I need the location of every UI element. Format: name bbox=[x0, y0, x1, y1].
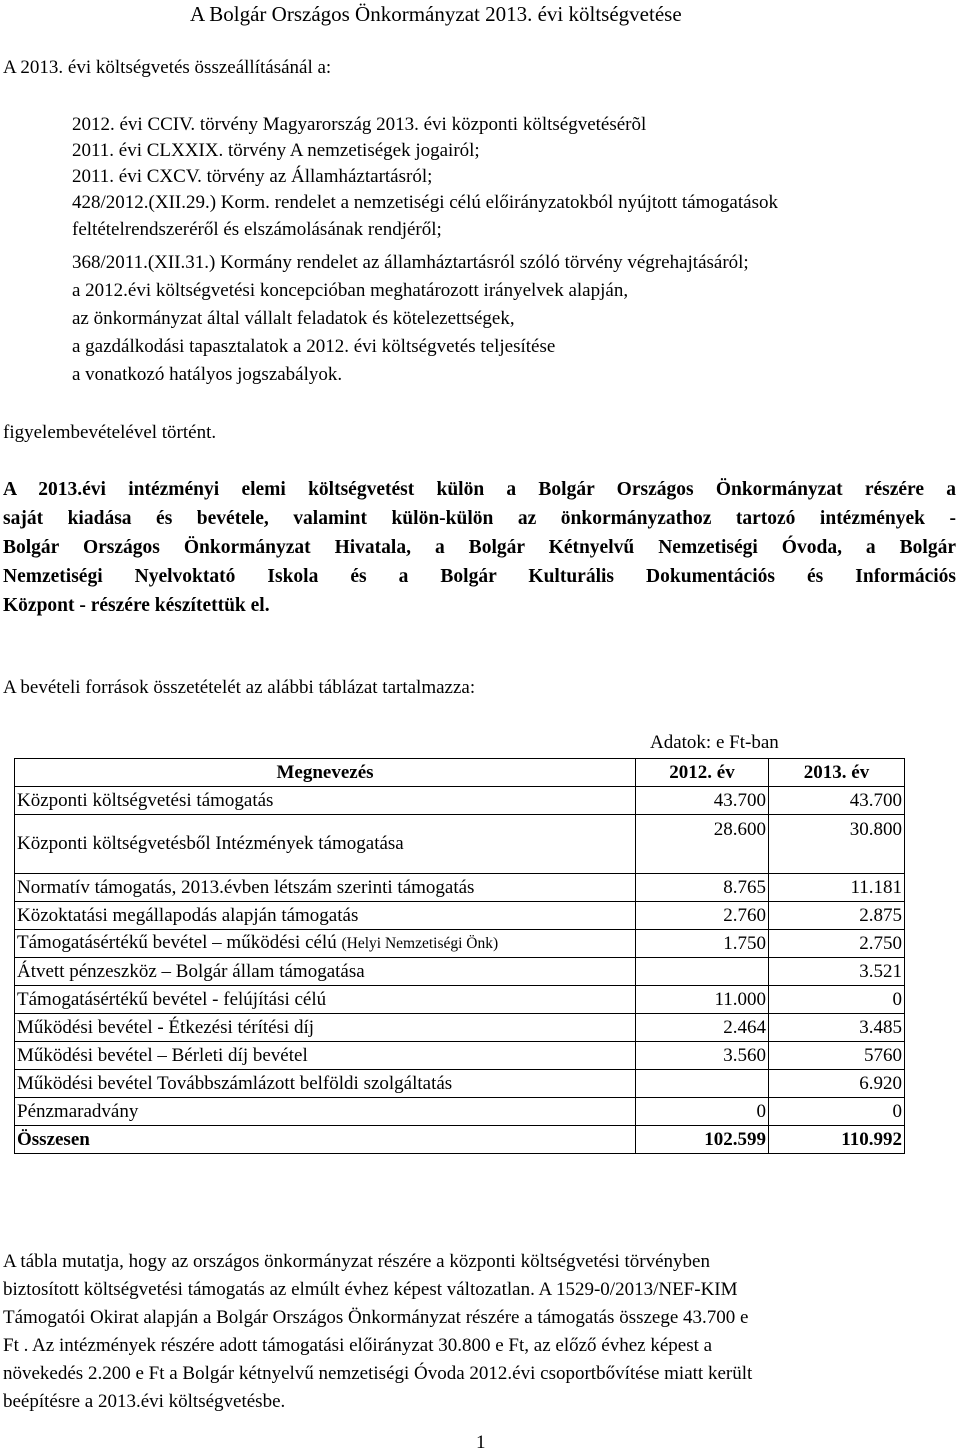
bold-paragraph-line: saját kiadása és bevétele, valamint külön-külön az önkormányzathoz tartozó intézmények - bbox=[3, 508, 956, 529]
page-title: A Bolgár Országos Önkormányzat 2013. évi költségvetése bbox=[190, 2, 682, 26]
row-value-2013: 11.181 bbox=[769, 874, 905, 902]
row-value-2012: 2.760 bbox=[636, 902, 769, 930]
header-2013: 2013. év bbox=[769, 759, 905, 787]
revenue-table bbox=[14, 758, 905, 1154]
table-row bbox=[15, 986, 905, 1014]
summary-line: A tábla mutatja, hogy az országos önkormányzat részére a központi költségvetési törvényben bbox=[3, 1251, 710, 1272]
row-name: Központi költségvetési támogatás bbox=[15, 787, 636, 815]
reference-line: az önkormányzat által vállalt feladatok és kötelezettségek, bbox=[72, 308, 515, 329]
row-name: Működési bevétel - Étkezési térítési díj bbox=[15, 1014, 636, 1042]
row-value-2013: 2.875 bbox=[769, 902, 905, 930]
intro-text: A 2013. évi költségvetés összeállításánál a: bbox=[3, 57, 332, 78]
header-name: Megnevezés bbox=[15, 759, 636, 787]
row-value-2013: 6.920 bbox=[769, 1070, 905, 1098]
bold-paragraph-line: A 2013.évi intézményi elemi költségvetést külön a Bolgár Országos Önkormányzat részére a bbox=[3, 479, 956, 500]
summary-line: beépítésre a 2013.évi költségvetésbe. bbox=[3, 1391, 286, 1412]
bold-paragraph-line: Bolgár Országos Önkormányzat Hivatala, a Bolgár Kétnyelvű Nemzetiségi Óvoda, a Bolgár bbox=[3, 537, 956, 558]
row-value-2013: 0 bbox=[769, 986, 905, 1014]
table-row bbox=[15, 958, 905, 986]
summary-line: Ft . Az intézmények részére adott támogatási előirányzat 30.800 e Ft, az előző évhez képest a bbox=[3, 1335, 713, 1356]
row-value-2013: 43.700 bbox=[769, 787, 905, 815]
table-row bbox=[15, 1042, 905, 1070]
table-total-row bbox=[15, 1126, 905, 1154]
units-label: Adatok: e Ft-ban bbox=[650, 732, 779, 753]
reference-line: 2012. évi CCIV. törvény Magyarország 2013. évi központi költségvetésérõl bbox=[72, 114, 647, 135]
row-value-2012 bbox=[636, 958, 769, 986]
summary-line: biztosított költségvetési támogatás az elmúlt évhez képest változatlan. A 1529-0/2013/NEF-KIM bbox=[3, 1279, 738, 1300]
considered-text: figyelembevételével történt. bbox=[3, 422, 217, 443]
table-row bbox=[15, 930, 905, 958]
bold-paragraph-line: Központ - részére készítettük el. bbox=[3, 595, 270, 616]
bold-paragraph-line: Nemzetiségi Nyelvoktató Iskola és a Bolgár Kulturális Dokumentációs és Információs bbox=[3, 566, 956, 587]
row-value-2012: 43.700 bbox=[636, 787, 769, 815]
row-name: Pénzmaradvány bbox=[15, 1098, 636, 1126]
row-name-main: Támogatásértékű bevétel – működési célú bbox=[17, 932, 337, 953]
reference-line: 428/2012.(XII.29.) Korm. rendelet a nemzetiségi célú előirányzatokból nyújtott támogatások bbox=[72, 192, 778, 213]
row-name-note: (Helyi Nemzetiségi Önk) bbox=[341, 935, 499, 952]
row-value-2012: 8.765 bbox=[636, 874, 769, 902]
row-value-2012: 1.750 bbox=[636, 930, 769, 958]
row-value-2013: 2.750 bbox=[769, 930, 905, 958]
row-value-2013: 5760 bbox=[769, 1042, 905, 1070]
header-2012: 2012. év bbox=[636, 759, 769, 787]
reference-line: feltételrendszeréről és elszámolásának rendjéről; bbox=[72, 219, 442, 240]
total-name: Összesen bbox=[15, 1126, 636, 1154]
row-value-2012: 0 bbox=[636, 1098, 769, 1126]
table-row bbox=[15, 815, 905, 874]
row-name: Közoktatási megállapodás alapján támogatás bbox=[15, 902, 636, 930]
row-name: Működési bevétel – Bérleti díj bevétel bbox=[15, 1042, 636, 1070]
reference-line: a vonatkozó hatályos jogszabályok. bbox=[72, 364, 343, 385]
row-name bbox=[15, 930, 636, 958]
table-row bbox=[15, 1098, 905, 1126]
table-header-row bbox=[15, 759, 905, 787]
row-value-2013: 0 bbox=[769, 1098, 905, 1126]
reference-line: a gazdálkodási tapasztalatok a 2012. évi költségvetés teljesítése bbox=[72, 336, 556, 357]
table-intro: A bevételi források összetételét az alábbi táblázat tartalmazza: bbox=[3, 677, 476, 698]
row-value-2013: 3.485 bbox=[769, 1014, 905, 1042]
row-name: Átvett pénzeszköz – Bolgár állam támogatása bbox=[15, 958, 636, 986]
table-row bbox=[15, 874, 905, 902]
table-row bbox=[15, 787, 905, 815]
summary-line: Támogatói Okirat alapján a Bolgár Országos Önkormányzat részére a támogatás összege 43.700 e bbox=[3, 1307, 749, 1328]
row-name: Központi költségvetésből Intézmények támogatása bbox=[15, 815, 636, 874]
row-name: Támogatásértékű bevétel - felújítási célú bbox=[15, 986, 636, 1014]
total-value-2012: 102.599 bbox=[636, 1126, 769, 1154]
row-name: Normatív támogatás, 2013.évben létszám szerinti támogatás bbox=[15, 874, 636, 902]
row-value-2012: 11.000 bbox=[636, 986, 769, 1014]
table-row bbox=[15, 1014, 905, 1042]
table-row bbox=[15, 1070, 905, 1098]
page-number: 1 bbox=[476, 1432, 486, 1453]
reference-line: 368/2011.(XII.31.) Kormány rendelet az államháztartásról szóló törvény végrehajtásáról; bbox=[72, 252, 749, 273]
row-value-2012: 28.600 bbox=[636, 815, 769, 874]
reference-line: 2011. évi CXCV. törvény az Államháztartásról; bbox=[72, 166, 433, 187]
row-value-2012: 2.464 bbox=[636, 1014, 769, 1042]
row-value-2012 bbox=[636, 1070, 769, 1098]
total-value-2013: 110.992 bbox=[769, 1126, 905, 1154]
row-value-2012: 3.560 bbox=[636, 1042, 769, 1070]
bold-paragraph bbox=[3, 475, 956, 620]
row-name: Működési bevétel Továbbszámlázott belföldi szolgáltatás bbox=[15, 1070, 636, 1098]
row-value-2013: 3.521 bbox=[769, 958, 905, 986]
reference-line: a 2012.évi költségvetési koncepcióban meghatározott irányelvek alapján, bbox=[72, 280, 629, 301]
table-row bbox=[15, 902, 905, 930]
row-value-2013: 30.800 bbox=[769, 815, 905, 874]
summary-paragraph bbox=[3, 1248, 943, 1416]
reference-line: 2011. évi CLXXIX. törvény A nemzetiségek jogairól; bbox=[72, 140, 480, 161]
summary-line: növekedés 2.200 e Ft a Bolgár kétnyelvű nemzetiségi Óvoda 2012.évi csoportbővítése miatt került bbox=[3, 1363, 753, 1384]
